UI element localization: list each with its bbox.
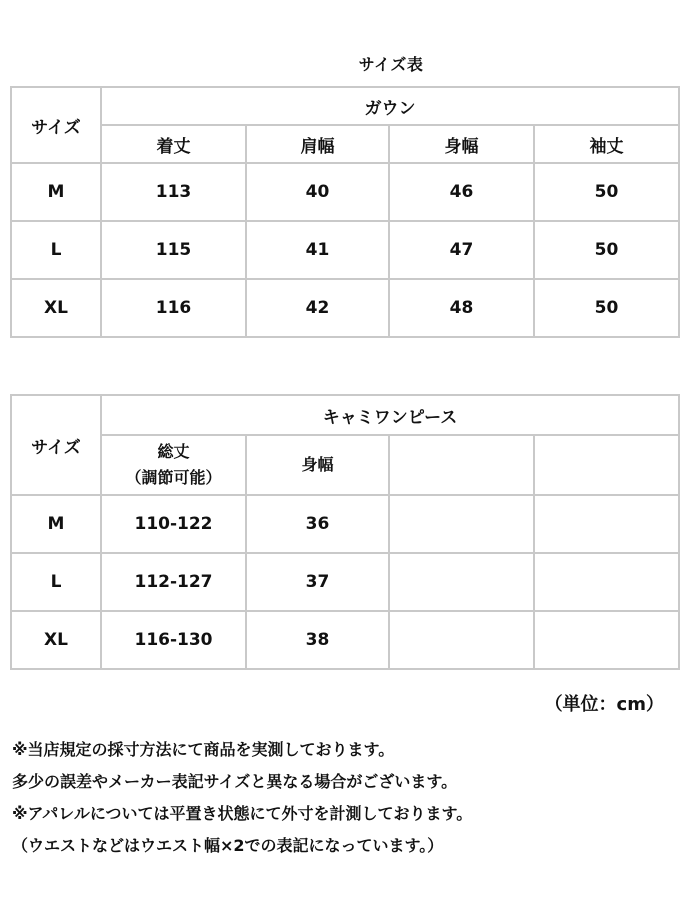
table-row	[11, 495, 679, 553]
empty-cell	[534, 611, 679, 669]
cami-group-header: キャミワンピース	[101, 395, 679, 435]
table-row	[11, 163, 679, 221]
unit-label: （単位：cm）	[544, 694, 664, 715]
empty-cell	[534, 435, 679, 495]
size-cell: L	[11, 553, 101, 611]
value-cell: 42	[246, 279, 389, 337]
size-header: サイズ	[11, 395, 101, 495]
column-header	[101, 435, 246, 495]
note-line: 多少の誤差やメーカー表記サイズと異なる場合がございます。	[12, 772, 458, 791]
cami-size-table	[10, 394, 680, 670]
column-header-line1: 身幅	[301, 455, 334, 474]
note-line: （ウエストなどはウエスト幅×2での表記になっています。）	[12, 836, 444, 855]
note-line: ※アパレルについては平置き状態にて外寸を計測しております。	[12, 804, 473, 823]
value-cell: 38	[246, 611, 389, 669]
value-cell: 41	[246, 221, 389, 279]
value-cell: 48	[389, 279, 534, 337]
empty-cell	[389, 611, 534, 669]
value-cell: 50	[534, 221, 679, 279]
note-line: ※当店規定の採寸方法にて商品を実測しております。	[12, 740, 395, 759]
size-cell: L	[11, 221, 101, 279]
gown-size-table	[10, 86, 680, 338]
empty-cell	[389, 435, 534, 495]
value-cell: 37	[246, 553, 389, 611]
table-row	[11, 279, 679, 337]
value-cell: 110-122	[101, 495, 246, 553]
value-cell: 40	[246, 163, 389, 221]
empty-cell	[534, 553, 679, 611]
value-cell: 50	[534, 279, 679, 337]
empty-cell	[389, 495, 534, 553]
page-title: サイズ表	[358, 55, 424, 74]
value-cell: 113	[101, 163, 246, 221]
value-cell: 36	[246, 495, 389, 553]
gown-group-header: ガウン	[101, 87, 679, 125]
size-cell: XL	[11, 611, 101, 669]
value-cell: 46	[389, 163, 534, 221]
size-header: サイズ	[11, 87, 101, 163]
value-cell: 116-130	[101, 611, 246, 669]
column-header: 身幅	[389, 125, 534, 163]
size-cell: XL	[11, 279, 101, 337]
column-header-line2: （調節可能）	[125, 468, 222, 487]
empty-cell	[534, 495, 679, 553]
table-row	[11, 611, 679, 669]
value-cell: 115	[101, 221, 246, 279]
notes	[12, 734, 692, 862]
size-cell: M	[11, 495, 101, 553]
table-row	[11, 553, 679, 611]
table-row	[11, 221, 679, 279]
column-header: 着丈	[101, 125, 246, 163]
value-cell: 50	[534, 163, 679, 221]
value-cell: 47	[389, 221, 534, 279]
empty-cell	[389, 553, 534, 611]
value-cell: 116	[101, 279, 246, 337]
value-cell: 112-127	[101, 553, 246, 611]
size-cell: M	[11, 163, 101, 221]
column-header	[246, 435, 389, 495]
column-header: 袖丈	[534, 125, 679, 163]
column-header-line1: 総丈	[157, 442, 190, 461]
column-header: 肩幅	[246, 125, 389, 163]
